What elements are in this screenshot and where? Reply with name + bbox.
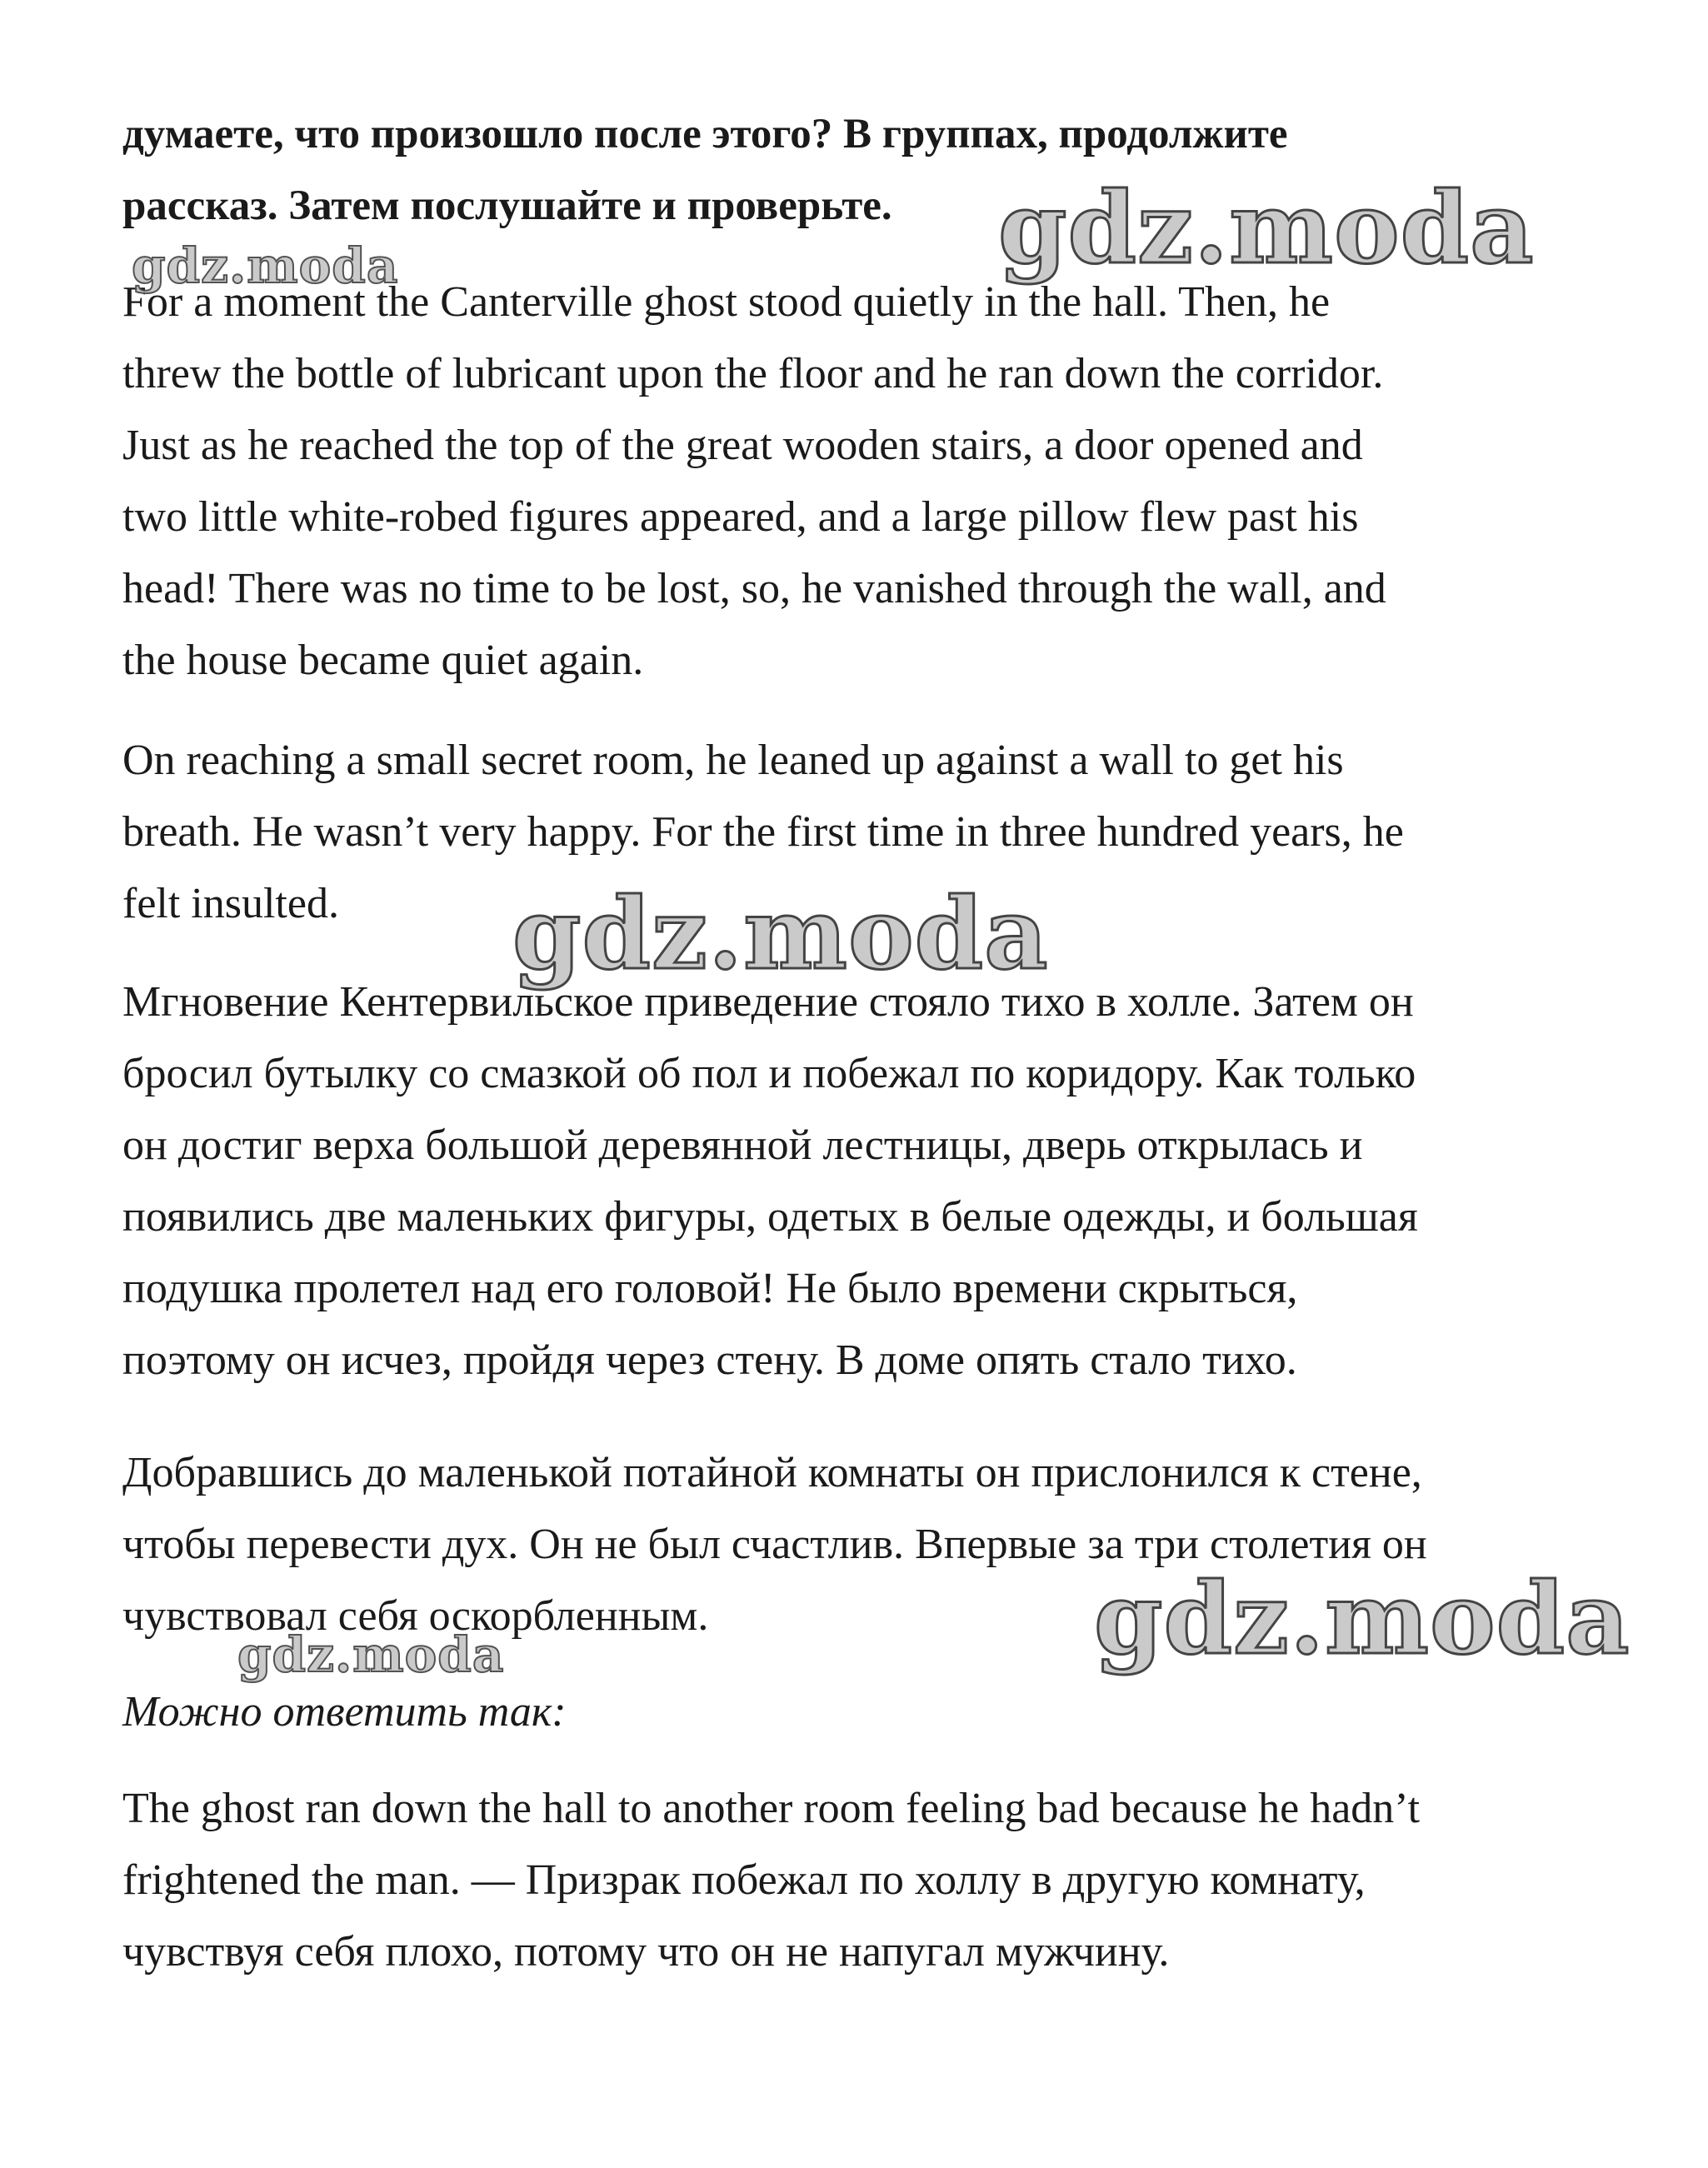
- text-line: two little white-robed figures appeared, and a large pillow flew past his: [122, 493, 1359, 541]
- text-line: the house became quiet again.: [122, 637, 644, 684]
- watermark-logo: gdz.moda: [132, 237, 399, 294]
- text-line: он достиг верха большой деревянной лестницы, дверь открылась и: [122, 1121, 1363, 1169]
- text-line: чтобы перевести дух. Он не был счастлив. Впервые за три столетия он: [122, 1521, 1427, 1568]
- text-line: head! There was no time to be lost, so, he vanished through the wall, and: [122, 565, 1386, 612]
- text-line: Добравшись до маленькой потайной комнаты он прислонился к стене,: [122, 1449, 1422, 1496]
- text-line: frightened the man. — Призрак побежал по холлу в другую комнату,: [122, 1856, 1366, 1904]
- text-line: Just as he reached the top of the great wooden stairs, a door opened and: [122, 422, 1363, 469]
- story-en-paragraph-1: [122, 267, 1614, 697]
- answer-paragraph: [122, 1773, 1614, 1988]
- text-line: бросил бутылку со смазкой об пол и побежал по коридору. Как только: [122, 1050, 1416, 1097]
- watermark-logo: gdz.moda: [998, 170, 1535, 286]
- text-line: threw the bottle of lubricant upon the floor and he ran down the corridor.: [122, 350, 1384, 397]
- text-line: For a moment the Canterville ghost stood quietly in the hall. Then, he: [122, 278, 1331, 326]
- text-line: чувствовал себя оскорбленным.: [122, 1592, 709, 1640]
- watermark-logo: gdz.moda: [512, 876, 1049, 992]
- text-line: Мгновение Кентервильское приведение стояло тихо в холле. Затем он: [122, 978, 1414, 1026]
- text-line: поэтому он исчез, пройдя через стену. В доме опять стало тихо.: [122, 1336, 1297, 1384]
- instruction-line: думаете, что произошло после этого? В группах, продолжите: [122, 111, 1288, 157]
- instruction-line: рассказ. Затем послушайте и проверьте.: [122, 182, 892, 229]
- watermark-logo: gdz.moda: [237, 1626, 505, 1683]
- story-ru-paragraph-1: [122, 967, 1614, 1396]
- text-line: появились две маленьких фигуры, одетых в белые одежды, и большая: [122, 1193, 1418, 1241]
- text-line: The ghost ran down the hall to another room feeling bad because he hadn’t: [122, 1785, 1421, 1832]
- text-line: подушка пролетел над его головой! Не было времени скрыться,: [122, 1265, 1298, 1312]
- answer-label: Можно ответить так:: [122, 1688, 567, 1736]
- watermark-logo: gdz.moda: [1094, 1561, 1631, 1676]
- text-line: On reaching a small secret room, he leaned up against a wall to get his: [122, 737, 1344, 784]
- text-line: felt insulted.: [122, 880, 339, 927]
- text-line: breath. He wasn’t very happy. For the first time in three hundred years, he: [122, 808, 1404, 856]
- text-line: чувствуя себя плохо, потому что он не напугал мужчину.: [122, 1928, 1170, 1976]
